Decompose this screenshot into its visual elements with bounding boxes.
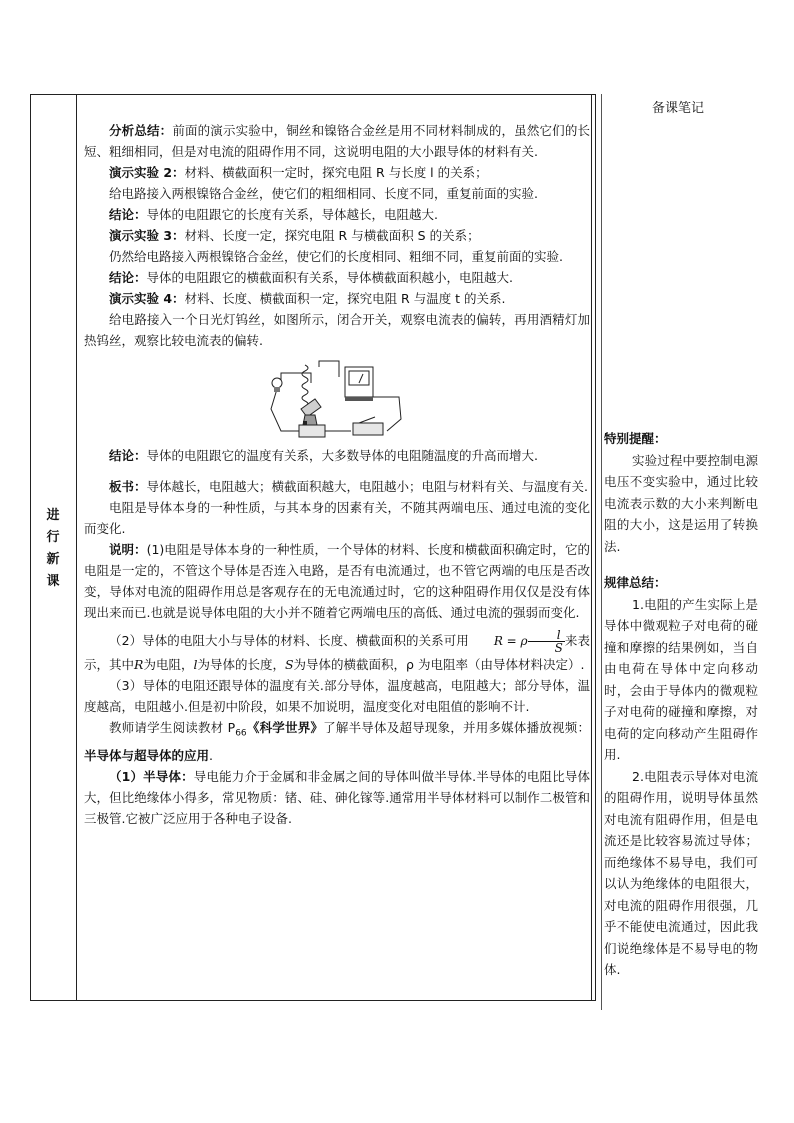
notes-column-divider xyxy=(601,94,602,1010)
section-label-char: 行 xyxy=(46,530,60,545)
reading-text-2: 了解半导体及超导现象，并用多媒体播放视频： xyxy=(323,720,590,735)
explanation-2-part: 为电阻， xyxy=(143,657,194,672)
analysis-title: 分析总结： xyxy=(109,123,173,138)
rule-summary-title: 规律总结： xyxy=(604,575,667,590)
section-label-char: 课 xyxy=(46,574,60,589)
semiconductor-text: 导电能力介于金属和非金属之间的导体叫做半导体.半导体的电阻比导体大，但比绝缘体小得多，常见物质：锗、硅、砷化镓等.通常用半导体材料可以制作二极管和三极管.它被广泛应用于各种电子设备. xyxy=(84,768,590,826)
table-right-border xyxy=(591,95,592,1000)
reading-assignment xyxy=(84,717,590,766)
experiment-4-desc: 给电路接入一个日光灯钨丝，如图所示，闭合开关，观察电流表的偏转，再用酒精灯加热钨丝，观察比较电流表的偏转. xyxy=(84,312,590,348)
semiconductor-title: （1）半导体： xyxy=(109,768,194,784)
section-label-char: 进 xyxy=(46,508,60,523)
rule-2-text: 2.电阻表示导体对电流的阻碍作用，说明导体虽然对电流有阻碍作用，但是电流还是比较容易流过导体；而绝缘体不易导电，我们可以认为绝缘体的电阻很大，对电流的阻碍作用很强，几乎不能使电流通过，因此我们说绝缘体是不易导电的物体. xyxy=(604,768,758,977)
symbol-s: S xyxy=(284,657,294,672)
special-tip-title: 特别提醒： xyxy=(604,431,667,446)
explanation-1 xyxy=(84,539,590,623)
experiment-3-title: 演示实验 3： xyxy=(109,228,185,243)
experiment-2-title: 演示实验 2： xyxy=(109,165,185,180)
semiconductor-paragraph xyxy=(84,766,590,829)
book-title: 《科学世界》 xyxy=(246,720,324,735)
conclusion-4-text: 导体的电阻跟它的温度有关系，大多数导体的电阻随温度的升高而增大. xyxy=(146,448,538,463)
conclusion-4 xyxy=(84,445,590,466)
analysis-text: 前面的演示实验中，铜丝和镍铬合金丝是用不同材料制成的，虽然它们的长短、粗细相同，但是对电流的阻碍作用不同，这说明电阻的大小跟导体的材料有关. xyxy=(84,123,590,159)
conclusion-4-title: 结论： xyxy=(109,448,147,463)
explanation-title: 说明： xyxy=(109,542,147,557)
conclusion-3-text: 导体的电阻跟它的横截面积有关系，导体横截面积越小，电阻越大. xyxy=(146,270,513,285)
wire xyxy=(319,361,339,377)
conclusion-2-title: 结论： xyxy=(109,207,147,222)
analysis-paragraph xyxy=(84,120,590,162)
section-label-char: 新 xyxy=(46,552,60,567)
notes-header: 备课笔记 xyxy=(652,101,705,116)
formula-denominator: S xyxy=(554,641,563,655)
formula-numerator: l xyxy=(528,629,565,642)
light-bulb-icon xyxy=(272,378,282,392)
board-title: 板书： xyxy=(109,479,147,494)
explanation-2-mid: 来表示，其中 xyxy=(84,633,590,672)
resistance-formula xyxy=(469,629,565,654)
resistance-property: 电阻是导体本身的一种性质，与其本身的因素有关，不随其两端电压、通过电流的变化而变化. xyxy=(84,500,590,536)
explanation-2-part: 为导体的横截面积，ρ 为电阻率（由导体材料决定）. xyxy=(293,657,585,672)
experiment-4 xyxy=(84,288,590,309)
experiment-2 xyxy=(84,162,590,183)
rule-1-text: 1.电阻的产生实际上是导体中微观粒子对电荷的碰撞和摩擦的结果例如，当自由电荷在导体中定向移动时，会由于导体内的微观粒子对电荷的碰撞和摩擦，对电荷的定向移动产生阻碍作用. xyxy=(604,596,758,762)
reading-end: . xyxy=(209,747,213,763)
page-number: 66 xyxy=(235,728,247,739)
conclusion-3 xyxy=(84,267,590,288)
experiment-3-text: 材料、长度一定，探究电阻 R 与横截面积 S 的关系； xyxy=(184,228,480,243)
experiment-3 xyxy=(84,225,590,246)
ammeter-icon xyxy=(345,367,373,401)
formula-fraction xyxy=(528,629,565,654)
rule-summary xyxy=(604,572,758,981)
board-text: 导体越长，电阻越大；横截面积越大，电阻越小；电阻与材料有关、与温度有关. xyxy=(146,479,588,494)
video-title: 半导体与超导体的应用 xyxy=(84,747,210,763)
conclusion-3-title: 结论： xyxy=(109,270,147,285)
explanation-2-text: （2）导体的电阻大小与导体的材料、长度、横截面积的关系可用 xyxy=(109,633,469,648)
formula-lhs: R = ρ xyxy=(493,634,528,648)
table-column-divider xyxy=(76,95,77,1000)
special-tip xyxy=(604,428,758,557)
symbol-r: R xyxy=(134,657,144,672)
wire xyxy=(271,389,299,431)
tungsten-coil-icon xyxy=(302,365,308,407)
experiment-4-text: 材料、长度、横截面积一定，探究电阻 R 与温度 t 的关系. xyxy=(184,291,506,306)
special-tip-text: 实验过程中要控制电源电压不变实验中，通过比较电流表示数的大小来判断电阻的大小，这是运用了转换法. xyxy=(604,452,758,554)
experiment-2-desc: 给电路接入两根镍铬合金丝，使它们的粗细相同、长度不同，重复前面的实验. xyxy=(109,186,538,201)
switch-icon xyxy=(353,417,383,435)
board-summary xyxy=(84,476,590,497)
experiment-3-desc: 仍然给电路接入两根镍铬合金丝，使它们的长度相同、粗细不同，重复前面的实验. xyxy=(109,249,563,264)
reading-text: 教师请学生阅读教材 P xyxy=(109,720,236,735)
explanation-2 xyxy=(84,629,590,675)
symbol-l: l xyxy=(193,657,198,672)
experiment-2-text: 材料、横截面积一定时，探究电阻 R 与长度 l 的关系； xyxy=(184,165,488,180)
section-label xyxy=(40,505,66,593)
explanation-2-part: 为导体的长度， xyxy=(197,657,285,672)
explanation-3: （3）导体的电阻还跟导体的温度有关.部分导体，温度越高，电阻越大；部分导体，温度越高，电阻越小.但是初中阶段，如果不加说明，温度变化对电阻值的影响不计. xyxy=(84,678,590,714)
conclusion-2 xyxy=(84,204,590,225)
experiment-4-title: 演示实验 4： xyxy=(109,291,185,306)
explanation-1-text: (1)电阻是导体本身的一种性质，一个导体的材料、长度和横截面积确定时，它的电阻是一定的，不管这个导体是否连入电路，是否有电流通过，也不管它两端的电压是否改变，导体对电流的阻碍作用总是客观存在的无电流通过时，它的这种阻碍作用仅仅是没有体现出来而已.也就是说导体电阻的大小并不随着它两端电压的高低、通过电流的强弱而变化. xyxy=(84,542,590,620)
circuit-diagram xyxy=(259,359,409,439)
lesson-content xyxy=(84,120,590,829)
conclusion-2-text: 导体的电阻跟它的长度有关系，导体越长，电阻越大. xyxy=(146,207,438,222)
